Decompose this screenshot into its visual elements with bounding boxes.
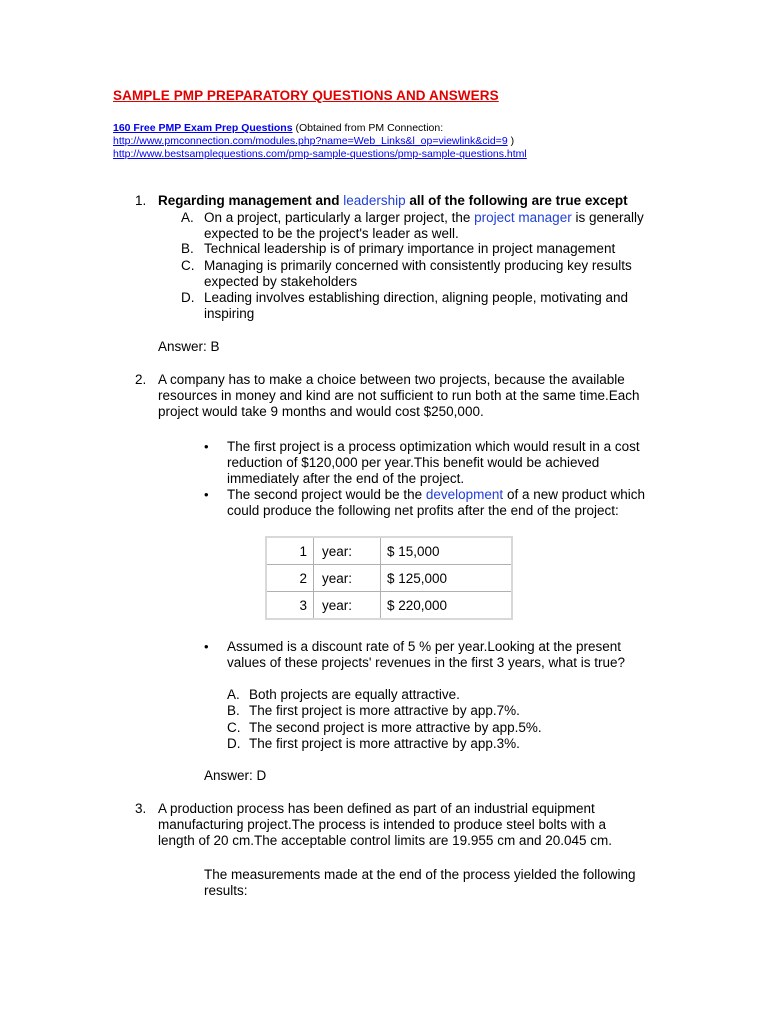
year-label: year: — [314, 592, 381, 620]
q2-bullet3-line1: Assumed is a discount rate of 5 % per year.Looking at the present — [227, 639, 621, 654]
profit-value: $ 220,000 — [381, 592, 513, 620]
q1-opt-a-line2: expected to be the project's leader as well. — [204, 226, 459, 241]
q3-stem-line1: A production process has been defined as part of an industrial equipment — [158, 801, 595, 816]
page-title: SAMPLE PMP PREPARATORY QUESTIONS AND ANSWERS — [113, 88, 499, 103]
q2-bullet2-line2: could produce the following net profits after the end of the project: — [227, 503, 619, 518]
q1-opt-a-letter: A. — [181, 210, 194, 225]
table-row — [266, 592, 512, 620]
profit-value: $ 15,000 — [381, 537, 513, 565]
q3-sub-line1: The measurements made at the end of the process yielded the following — [204, 867, 636, 882]
leadership-link[interactable]: leadership — [343, 193, 406, 208]
q2-opt-a-letter: A. — [227, 687, 240, 702]
q3-sub-line2: results: — [204, 883, 248, 898]
q1-opt-d-line1: Leading involves establishing direction, aligning people, motivating and — [204, 290, 629, 305]
q2-stem-line3: project would take 9 months and would cost $250,000. — [158, 404, 484, 419]
q1-opt-a-text-a: On a project, particularly a larger project, the — [204, 210, 475, 225]
profit-value: $ 125,000 — [381, 565, 513, 592]
q3-stem-line3: length of 20 cm.The acceptable control limits are 19.955 cm and 20.045 cm. — [158, 833, 612, 848]
bestsample-link[interactable]: http://www.bestsamplequestions.com/pmp-sample-questions/pmp-sample-questions.html — [113, 148, 527, 160]
year-label: year: — [314, 565, 381, 592]
q2-number: 2. — [135, 372, 147, 387]
q2-stem-line1: A company has to make a choice between two projects, because the available — [158, 372, 625, 387]
table-row — [266, 537, 512, 565]
q1-opt-c-line1: Managing is primarily concerned with consistently producing key results — [204, 258, 632, 273]
q2-opt-a-text: Both projects are equally attractive. — [249, 687, 460, 702]
year-label: year: — [314, 537, 381, 565]
project-manager-link[interactable]: project manager — [474, 210, 572, 225]
bullet-icon: • — [204, 639, 209, 654]
q2-opt-b-text: The first project is more attractive by app.7%. — [249, 703, 520, 718]
q2-stem-line2: resources in money and kind are not sufficient to run both at the same time.Each — [158, 388, 640, 403]
q1-opt-b-line1: Technical leadership is of primary importance in project management — [204, 241, 616, 256]
pmconnection-link[interactable]: http://www.pmconnection.com/modules.php?name=Web_Links&l_op=viewlink&cid=9 — [113, 135, 508, 147]
source-line-1 — [113, 122, 443, 135]
q2-bullet2-b: of a new product which — [503, 487, 646, 502]
q1-answer: Answer: B — [158, 339, 220, 354]
q1-opt-d-line2: inspiring — [204, 306, 255, 321]
q1-opt-d-letter: D. — [181, 290, 195, 305]
q1-stem-b: all of the following are true except — [405, 193, 628, 208]
q1-opt-b-letter: B. — [181, 241, 194, 256]
q2-opt-d-letter: D. — [227, 736, 241, 751]
q1-opt-c-letter: C. — [181, 258, 195, 273]
year-number: 3 — [266, 592, 314, 620]
q2-bullet1-line3: immediately after the end of the project. — [227, 471, 465, 486]
source-note: (Obtained from PM Connection: — [292, 122, 444, 134]
q3-number: 3. — [135, 801, 147, 816]
profits-table — [265, 536, 513, 620]
source-line-2 — [113, 135, 514, 148]
q2-opt-d-text: The first project is more attractive by app.3%. — [249, 736, 520, 751]
source-close: ) — [507, 135, 515, 147]
q1-number: 1. — [135, 193, 147, 208]
source-line-3 — [113, 148, 527, 161]
q2-bullet2-line1 — [227, 487, 645, 503]
q2-opt-c-letter: C. — [227, 720, 241, 735]
year-number: 2 — [266, 565, 314, 592]
year-number: 1 — [266, 537, 314, 565]
q2-opt-c-text: The second project is more attractive by app.5%. — [249, 720, 542, 735]
q1-opt-a-line1 — [204, 210, 644, 226]
q2-bullet1-line2: reduction of $120,000 per year.This benefit would be achieved — [227, 455, 600, 470]
q1-opt-a-text-b: is generally — [571, 210, 644, 225]
bullet-icon: • — [204, 487, 209, 502]
q2-opt-b-letter: B. — [227, 703, 240, 718]
q1-stem-a: Regarding management and — [158, 193, 344, 208]
q2-bullet1-line1: The first project is a process optimization which would result in a cost — [227, 439, 640, 454]
q2-answer: Answer: D — [204, 768, 267, 783]
q1-opt-c-line2: expected by stakeholders — [204, 274, 358, 289]
q1-stem — [158, 193, 628, 209]
q3-stem-line2: manufacturing project.The process is intended to produce steel bolts with a — [158, 817, 606, 832]
development-link[interactable]: development — [425, 487, 504, 502]
q2-bullet2-a: The second project would be the — [227, 487, 426, 502]
q2-bullet3-line2: values of these projects' revenues in the first 3 years, what is true? — [227, 655, 626, 670]
prep-questions-link[interactable]: 160 Free PMP Exam Prep Questions — [113, 122, 293, 134]
table-row — [266, 565, 512, 592]
bullet-icon: • — [204, 439, 209, 454]
